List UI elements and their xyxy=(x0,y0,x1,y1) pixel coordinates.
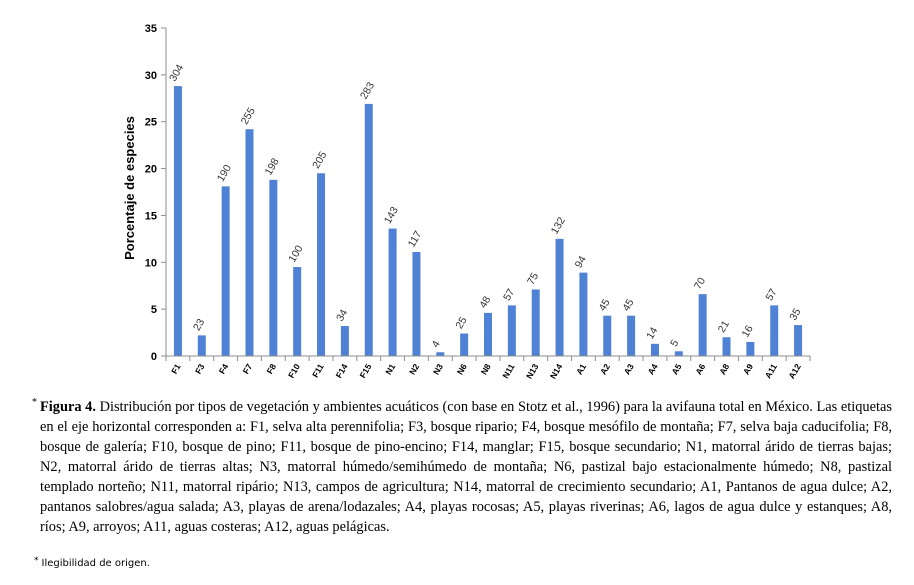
data-label: 198 xyxy=(262,156,282,178)
y-tick-label: 20 xyxy=(144,163,157,176)
data-label: 14 xyxy=(644,325,661,342)
data-label: 143 xyxy=(381,204,401,227)
bar-n13 xyxy=(532,289,540,356)
x-tick-label: F3 xyxy=(192,362,207,376)
bar-a8 xyxy=(723,337,731,356)
data-label: 4 xyxy=(429,338,443,350)
x-tick-label: A6 xyxy=(693,362,708,377)
bar-n8 xyxy=(484,313,492,356)
bar-n14 xyxy=(556,239,564,356)
x-tick-label: F1 xyxy=(169,362,183,376)
bar-a12 xyxy=(794,325,802,356)
bar-a6 xyxy=(699,294,707,356)
bar-f15 xyxy=(365,104,373,356)
x-tick-label: F10 xyxy=(285,362,302,380)
caption-superscript: * xyxy=(32,397,37,408)
bar-a3 xyxy=(627,316,635,356)
y-tick-label: 0 xyxy=(150,351,157,363)
bar-a4 xyxy=(651,344,659,356)
bar-f10 xyxy=(293,267,301,356)
data-label: 190 xyxy=(214,162,234,184)
data-label: 57 xyxy=(501,286,518,303)
data-label: 45 xyxy=(596,297,613,314)
y-axis xyxy=(145,23,166,363)
x-tick-label: A3 xyxy=(621,362,636,377)
data-label: 5 xyxy=(668,337,682,349)
data-label: 45 xyxy=(620,297,637,314)
x-tick-label: N2 xyxy=(407,362,422,377)
data-label: 132 xyxy=(548,215,568,237)
x-tick-label: A4 xyxy=(645,362,660,377)
x-tick-label: N1 xyxy=(383,362,398,377)
data-label: 23 xyxy=(190,316,208,333)
data-label: 70 xyxy=(691,275,709,292)
x-tick-label: A8 xyxy=(717,362,732,377)
bar-a2 xyxy=(603,316,611,356)
data-label: 283 xyxy=(357,80,378,102)
bar-n11 xyxy=(508,305,516,356)
bar-a5 xyxy=(675,351,683,356)
bar-f3 xyxy=(198,335,206,356)
x-tick-label: F7 xyxy=(240,362,255,376)
x-tick-label: A12 xyxy=(786,362,803,381)
data-label: 75 xyxy=(524,270,542,287)
data-label: 25 xyxy=(453,314,470,332)
x-tick-label: N6 xyxy=(454,362,469,377)
x-tick-label: A11 xyxy=(762,362,779,381)
x-tick-label: N14 xyxy=(547,362,565,381)
bar-n1 xyxy=(389,229,397,356)
data-label: 35 xyxy=(787,306,804,323)
x-tick-label: N13 xyxy=(523,362,541,381)
bar-f14 xyxy=(341,326,349,356)
data-label: 100 xyxy=(286,243,306,265)
footnote xyxy=(34,558,150,569)
x-tick-label: A9 xyxy=(741,362,756,377)
data-label: 255 xyxy=(238,105,258,127)
bar-a11 xyxy=(770,305,778,356)
y-tick-label: 15 xyxy=(144,210,157,223)
x-tick-label: N8 xyxy=(478,362,493,377)
data-labels xyxy=(167,62,803,349)
y-tick-label: 30 xyxy=(144,69,157,82)
bar-a9 xyxy=(746,342,754,356)
bar-f1 xyxy=(174,86,182,356)
data-label: 57 xyxy=(763,286,780,303)
data-label: 48 xyxy=(477,294,494,311)
caption-text: Distribución por tipos de vegetación y ambientes acuáticos (con base en Stotz et al., 1996) para la avifauna total en México. Las etiquetas en el eje horizontal corresponden a: F1, selva alta perennifolia; F3, bosque ripario; F4, bosque mesófilo de montaña; F7, selva baja caducifolia; F8, bosque de galería; F10, bosque de pino; F11, bosque de pino-encino; F14, manglar; F15, bosque secundario; N1, matorral árido de tierras bajas; N2, matorral árido de tierras altas; N3, matorral húmedo/semihúmedo de montaña; N6, pastizal bajo estacionalmente húmedo; N8, pastizal templado norteño; N11, matorral ripário; N13, campos de agricultura; N14, matorral de crecimiento secundario; A1, Pantanos de agua dulce; A2, pantanos salobres/agua salada; A3, playas de arena/lodazales; A4, playas rocosas; A5, playas riverinas; A6, lagos de agua dulce y estanques; A8, ríos; A9, arroyos; A11, aguas costeras; A12, aguas pelágicas. xyxy=(40,399,892,535)
bar-a1 xyxy=(579,273,587,356)
bar-f11 xyxy=(317,173,325,356)
x-tick-label: F14 xyxy=(333,362,350,380)
data-label: 94 xyxy=(572,253,589,271)
y-tick-label: 10 xyxy=(144,257,157,270)
x-tick-label: A2 xyxy=(597,362,612,377)
figure-caption xyxy=(32,397,892,537)
x-tick-label: F15 xyxy=(357,362,374,380)
data-label: 304 xyxy=(167,62,187,84)
bar-n2 xyxy=(412,252,420,356)
x-tick-label: A5 xyxy=(669,362,684,377)
data-label: 34 xyxy=(334,307,351,324)
bar-f4 xyxy=(222,186,230,356)
x-tick-label: F11 xyxy=(310,362,326,380)
data-label: 16 xyxy=(739,323,756,340)
x-tick-label: F8 xyxy=(264,362,279,376)
footnote-text: Ilegibilidad de origen. xyxy=(41,558,150,569)
data-label: 21 xyxy=(715,318,732,335)
bar-f8 xyxy=(269,180,277,356)
x-tick-label: N3 xyxy=(430,362,446,377)
x-tick-label: F4 xyxy=(216,362,231,376)
x-tick-label: N11 xyxy=(500,362,517,381)
x-tick-label: A1 xyxy=(574,362,589,377)
y-axis-label: Porcentaje de especies xyxy=(122,116,137,260)
bar-f7 xyxy=(245,129,253,356)
y-tick-label: 5 xyxy=(150,304,157,317)
data-label: 205 xyxy=(310,149,330,171)
caption-figure-label: Figura 4. xyxy=(40,399,96,415)
bars xyxy=(174,86,802,356)
x-axis xyxy=(166,356,810,381)
y-tick-label: 35 xyxy=(144,23,157,35)
y-tick-label: 25 xyxy=(144,116,157,129)
bar-n6 xyxy=(460,334,468,356)
data-label: 117 xyxy=(405,228,425,250)
footnote-star: * xyxy=(34,556,39,566)
bar-n3 xyxy=(436,352,444,356)
